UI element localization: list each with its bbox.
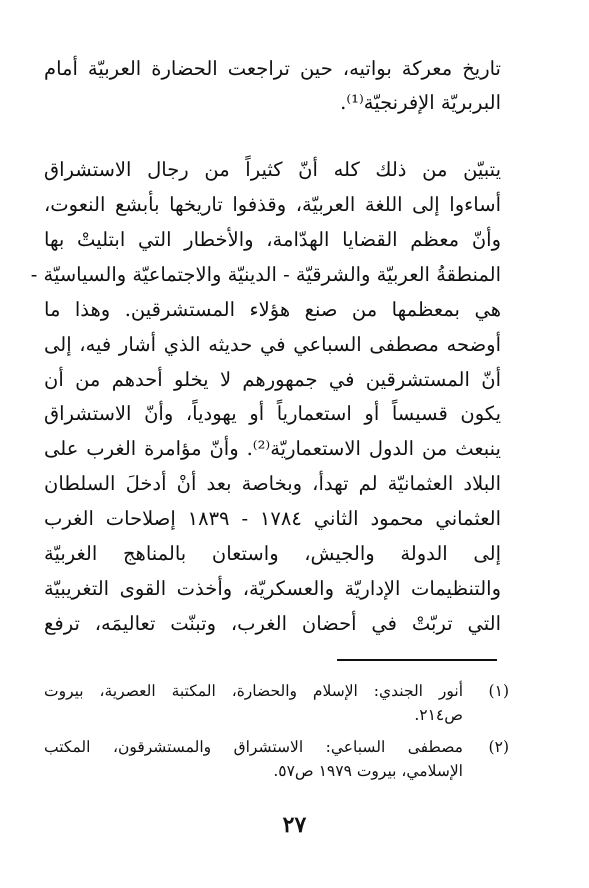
footnote-number: (١) [488, 682, 509, 700]
text-line: العثماني محمود الثاني ١٧٨٤ - ١٨٣٩ إصلاحات الغرب [44, 507, 501, 530]
text-line: إلى الدولة والجيش، واستعان بالمناهج الغربيّة [44, 542, 501, 565]
text-line: البربريّة الإفرنجيّة⁽¹⁾. [340, 91, 501, 114]
text-line: يتبيّن من ذلك كله أنّ كثيراً من رجال الاستشراق [44, 158, 501, 181]
text-line: التي تربّتْ في أحضان الغرب، وتبنّت تعاليمَه، ترفع [44, 612, 501, 635]
footnote-text-line: ص٢١٤. [414, 706, 463, 724]
footnote-text-line: أنور الجندي: الإسلام والحضارة، المكتبة العصرية، بيروت [44, 682, 463, 700]
text-line: البلاد العثمانيّة لم تهدأ، وبخاصة بعد أنْ أدخلَ السلطان [44, 472, 501, 495]
text-line: أساءوا إلى اللغة العربيّة، وقذفوا تاريخها بأبشع النعوت، [44, 193, 501, 216]
page-number: ٢٧ [282, 812, 307, 838]
footnote-number: (٢) [488, 738, 509, 756]
text-line: وأنّ معظم القضايا الهدّامة، والأخطار التي ابتليتْ بها [44, 228, 501, 251]
text-line: والتنظيمات الإداريّة والعسكريّة، وأخذت القوى التغريبيّة [44, 577, 501, 600]
text-line: تاريخ معركة بواتيه، حين تراجعت الحضارة العربيّة أمام [44, 57, 501, 80]
text-line: أوضحه مصطفى السباعي في حديثه الذي أشار فيه، إلى [44, 333, 501, 356]
footnote-separator [337, 659, 497, 661]
text-line: ينبعث من الدول الاستعماريّة⁽²⁾. وأنّ مؤامرة الغرب على [44, 437, 501, 460]
footnote-text-line: مصطفى السباعي: الاستشراق والمستشرقون، المكتب [44, 738, 463, 756]
text-line: المنطقةُ العربيّة والشرقيّة - الدينيّة والاجتماعيّة والسياسيّة - [30, 263, 501, 286]
text-line: أنّ المستشرقين في جمهورهم لا يخلو أحدهم من أن [44, 368, 501, 391]
text-line: هي بمعظمها من صنع هؤلاء المستشرقين. وهذا ما [44, 298, 501, 321]
text-line: يكون قسيساً أو استعمارياً أو يهودياً، وأنّ الاستشراق [44, 402, 501, 425]
footnote-text-line: الإسلامي، بيروت ١٩٧٩ ص٥٧. [273, 762, 463, 780]
